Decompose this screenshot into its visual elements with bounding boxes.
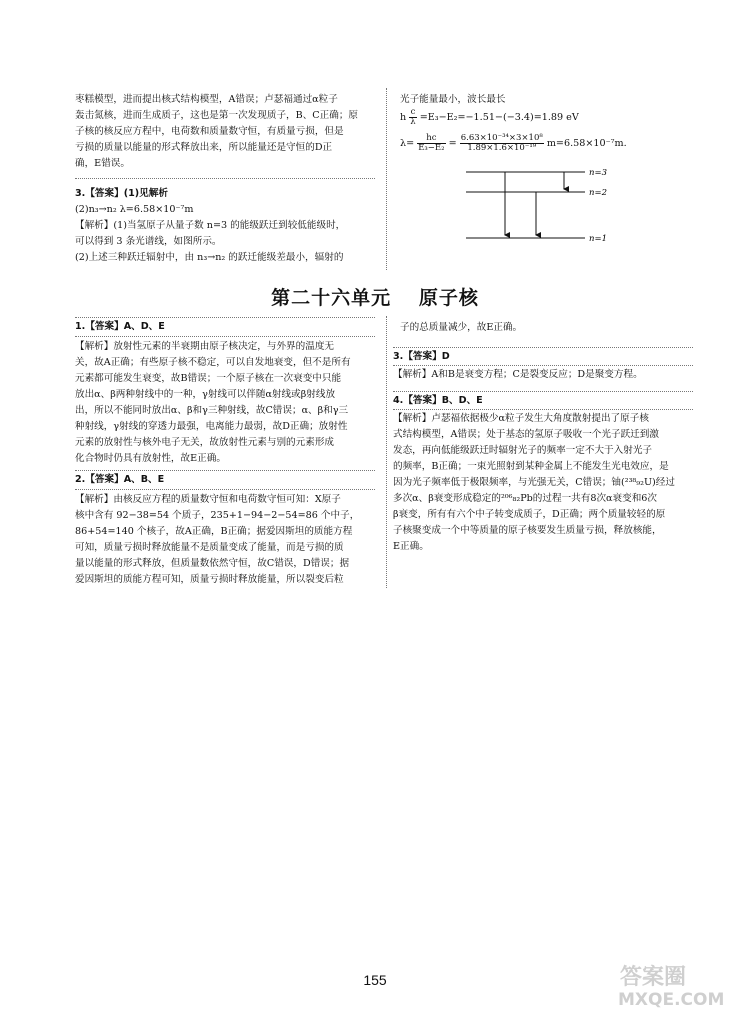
- text-line: 量以能量的形式释放，但质量数依然守恒，故C错误，D错误；据: [75, 558, 350, 569]
- text-line: 子的总质量减少，故E正确。: [400, 322, 523, 333]
- text-line: 【解析】卢瑟福依据极少α粒子发生大角度散射提出了原子核: [393, 413, 649, 424]
- text-line: 【解析】放射性元素的半衰期由原子核决定，与外界的温度无: [75, 341, 335, 352]
- divider: [75, 470, 375, 471]
- eq-part: =: [448, 138, 457, 149]
- equation-wavelength: [400, 133, 627, 155]
- text-line: 轰击氮核，进而生成质子，这也是第一次发现质子，B、C正确；原: [75, 110, 359, 121]
- level-label: n=3: [589, 168, 608, 178]
- text-line: 元素都可能发生衰变，故B错误；一个原子核在一次衰变中只能: [75, 373, 342, 384]
- text-line: 亏损的质量以能量的形式释放出来，所以能量还是守恒的D正: [75, 142, 333, 153]
- text-line: 因为光子频率低于极限频率，与光强无关，C错误；铀(²³⁸₉₂U)经过: [393, 477, 675, 488]
- text-line: 爱因斯坦的质能方程可知，质量亏损时释放能量，所以裂变后粒: [75, 574, 344, 585]
- text-line: 多次α、β衰变形成稳定的²⁰⁶₈₂Pb的过程一共有8次α衰变和6次: [393, 493, 658, 504]
- text-line: 核中含有 92−38=54 个质子，235+1−94−2−54=86 个中子，: [75, 510, 360, 521]
- text-line: 关，故A正确；有些原子核不稳定，可以自发地衰变，但不是所有: [75, 357, 351, 368]
- text-line: (2)上述三种跃迁辐射中，由 n₃→n₂ 的跃迁能级差最小，辐射的: [75, 252, 344, 263]
- text-line: 出，所以不能同时放出α、β和γ三种射线，故C错误；α、β和γ三: [75, 405, 349, 416]
- divider: [75, 317, 375, 318]
- answer-label: 4.【答案】B、D、E: [393, 395, 483, 406]
- text-line: (2)n₃→n₂ λ=6.58×10⁻⁷m: [75, 204, 194, 215]
- text-line: 式结构模型，A错误；处于基态的氢原子吸收一个光子跃迁到激: [393, 429, 659, 440]
- text-line: 子核的核反应方程中，电荷数和质量数守恒，有质量亏损，但是: [75, 126, 344, 137]
- divider: [75, 178, 375, 179]
- watermark-logo: 答案圈: [620, 965, 687, 990]
- text-line: 可知，质量亏损时释放能量不是质量变成了能量，而是亏损的质: [75, 542, 344, 553]
- text-line: 【解析】由核反应方程的质量数守恒和电荷数守恒可知：X原子: [75, 494, 341, 505]
- answer-label: 3.【答案】D: [393, 351, 450, 362]
- answer-label: 1.【答案】A、D、E: [75, 321, 165, 332]
- divider: [393, 365, 693, 366]
- fraction: [460, 134, 544, 153]
- answer-label: 2.【答案】A、B、E: [75, 474, 165, 485]
- column-divider-top: [386, 88, 387, 270]
- page-number: 155: [363, 972, 387, 988]
- denominator: 1.89×1.6×10⁻¹⁹: [467, 143, 537, 153]
- energy-level-diagram: [460, 162, 630, 252]
- section-title: [0, 283, 750, 310]
- divider: [393, 347, 693, 348]
- eq-part: h: [400, 112, 407, 123]
- unit-label: 第二十六单元: [271, 287, 392, 309]
- topic-label: 原子核: [418, 287, 479, 309]
- eq-part: =E₃−E₂=−1.51−(−3.4)=1.89 eV: [419, 112, 579, 123]
- text-line: β衰变，所有有六个中子转变成质子，D正确；两个质量较轻的原: [393, 509, 666, 520]
- text-line: 的频率，B正确；一束光照射到某种金属上不能发生光电效应，是: [393, 461, 669, 472]
- text-line: 子核聚变成一个中等质量的原子核要发生质量亏损，释放核能，: [393, 525, 662, 536]
- text-line: 可以得到 3 条光谱线，如图所示。: [75, 236, 222, 247]
- text-line: 光子能量最小，波长最长: [400, 94, 506, 105]
- text-line: 【解析】A和B是衰变方程；C是裂变反应；D是聚变方程。: [393, 369, 643, 380]
- numerator: c: [410, 107, 416, 117]
- text-line: 化合物时仍具有放射性，故E正确。: [75, 453, 226, 464]
- answer-label: 3.【答案】(1)见解析: [75, 188, 168, 199]
- level-label: n=2: [589, 188, 608, 198]
- watermark-url: MXQE.COM: [618, 990, 725, 1010]
- level-label: n=1: [589, 234, 608, 244]
- equation-energy: [400, 108, 579, 128]
- text-line: 放出α、β两种射线中的一种，γ射线可以伴随α射线或β射线放: [75, 389, 336, 400]
- text-line: E正确。: [393, 541, 429, 552]
- text-line: 【解析】(1)当氢原子从量子数 n=3 的能级跃迁到较低能级时，: [75, 220, 346, 231]
- text-line: 种射线，γ射线的穿透力最强，电离能力最弱，故D正确；放射性: [75, 421, 348, 432]
- text-line: 发态，再向低能级跃迁时辐射光子的频率一定不大于入射光子: [393, 445, 653, 456]
- numerator: 6.63×10⁻³⁴×3×10⁸: [460, 133, 543, 143]
- denominator: E₃−E₂: [418, 143, 445, 153]
- text-line: 确，E错误。: [75, 158, 130, 169]
- column-divider-bottom: [386, 316, 387, 588]
- divider: [75, 489, 375, 490]
- divider: [393, 409, 693, 410]
- divider: [75, 336, 375, 337]
- fraction: [409, 108, 416, 127]
- divider: [393, 391, 693, 392]
- fraction: [417, 134, 445, 153]
- eq-part: λ=: [400, 138, 415, 149]
- numerator: hc: [417, 134, 445, 144]
- eq-part: m=6.58×10⁻⁷m.: [546, 138, 627, 149]
- text-line: 86+54=140 个核子，故A正确，B正确；据爱因斯坦的质能方程: [75, 526, 353, 537]
- denominator: λ: [410, 117, 416, 127]
- text-line: 枣糕模型，进而提出核式结构模型，A错误；卢瑟福通过α粒子: [75, 94, 338, 105]
- text-line: 元素的放射性与核外电子无关，故放射性元素与别的元素形成: [75, 437, 335, 448]
